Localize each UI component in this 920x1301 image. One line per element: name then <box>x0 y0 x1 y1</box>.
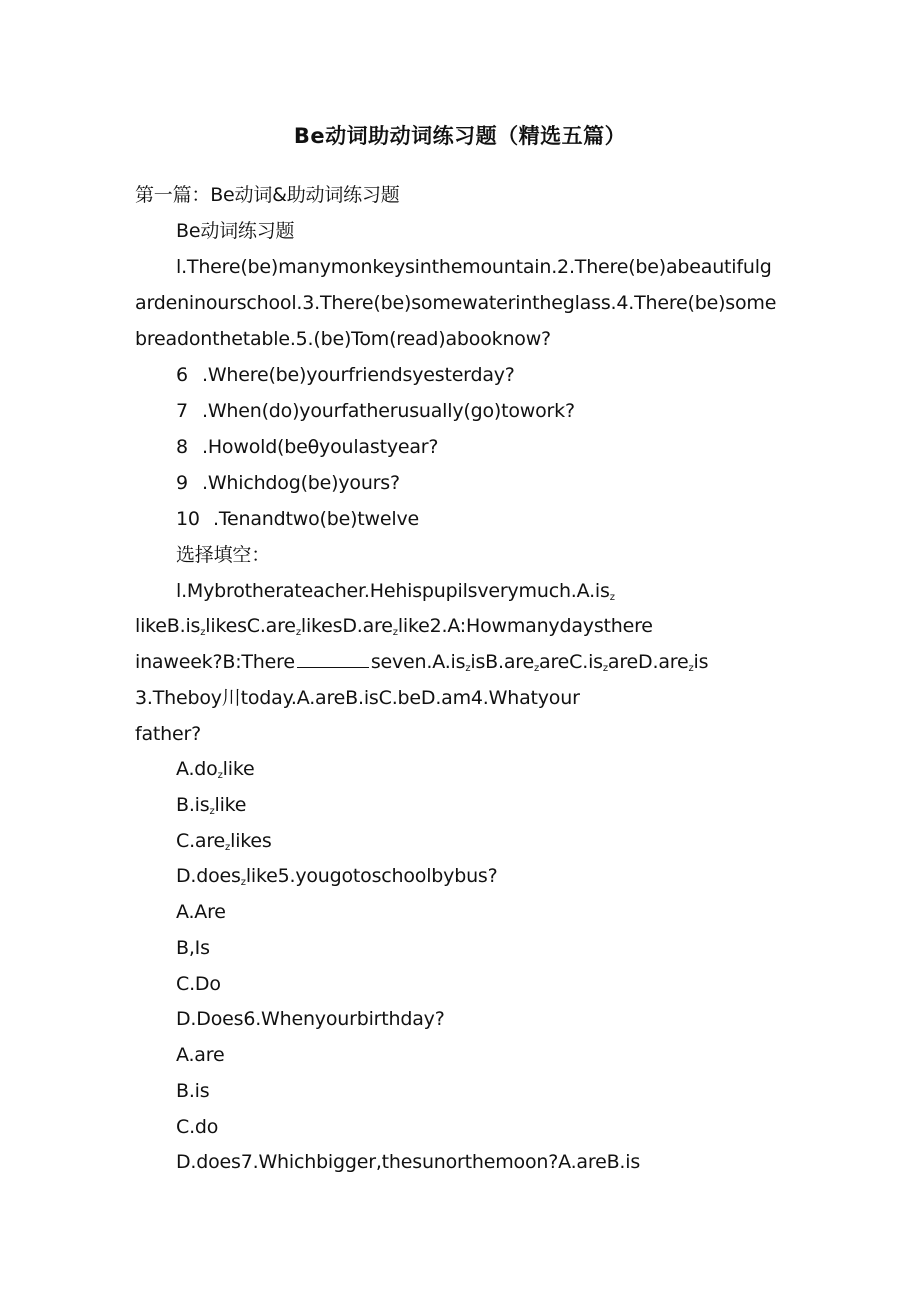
option-item: A.Are <box>176 901 226 923</box>
paragraph-line: ardeninourschool.3.There(be)somewaterintheglass.4.There(be)some <box>135 292 777 314</box>
item-text: .Tenandtwo(be)twelve <box>213 508 419 530</box>
option-item: C.do <box>176 1116 219 1138</box>
section-heading: 选择填空： <box>176 544 271 566</box>
answer-blank[interactable] <box>297 651 369 668</box>
item-number: 8 <box>176 436 188 458</box>
item-number: 7 <box>176 400 188 422</box>
option-item: C.are$_z$likes <box>176 830 272 853</box>
paragraph-line: breadonthetable.5.(be)Tom(read)abooknow? <box>135 328 551 350</box>
item-text: .Where(be)yourfriendsyesterday? <box>202 364 515 386</box>
paragraph-line: $likeB.is_zlikesC.are_zlikesD.are_zlike2.A:Howmanydaysthere$ <box>135 615 653 638</box>
option-item: $A.do_zlike$ <box>176 758 255 781</box>
list-item <box>176 471 400 495</box>
option-item: $B.is_zlike$ <box>176 794 247 817</box>
paragraph-line: l.There(be)manymonkeysinthemountain.2.There(be)abeautifulg <box>176 256 772 278</box>
item-text: .When(do)yourfatherusually(go)towork? <box>202 400 575 422</box>
list-item <box>176 435 438 459</box>
option-item: C.Do <box>176 973 221 995</box>
item-number: 6 <box>176 364 188 386</box>
list-item <box>176 363 515 387</box>
option-item: D.does$_z$like5.yougotoschoolbybus? <box>176 865 498 888</box>
option-item: D.Does6.Whenyourbirthday? <box>176 1008 445 1030</box>
option-item: B.is <box>176 1080 210 1102</box>
page-title: Be动词助动词练习题（精选五篇） <box>293 124 627 148</box>
subheading: Be动词练习题 <box>176 220 295 242</box>
item-number: 10 <box>176 508 200 530</box>
item-number: 9 <box>176 472 188 494</box>
paragraph-line: $l.Mybrotherateacher.Hehispupilsverymuch.A.is_z$ <box>176 580 615 603</box>
option-item: B,Is <box>176 937 210 959</box>
section-heading: 第一篇：Be动词&助动词练习题 <box>135 184 400 206</box>
paragraph-line: inaweek?B:There $seven.A.is_zisB.are_zareC.is_zareD.are_zis$ <box>135 651 709 674</box>
list-item <box>176 507 419 531</box>
item-text: .Whichdog(be)yours? <box>202 472 400 494</box>
paragraph-line: father? <box>135 723 202 745</box>
paragraph-line: 3.Theboy川today.A.areB.isC.beD.am4.Whatyour <box>135 687 580 709</box>
option-item: A.are <box>176 1044 225 1066</box>
option-item: D.does7.Whichbigger,thesunorthemoon?A.areB.is <box>176 1151 641 1173</box>
item-text: .Howold(beθyoulastyear? <box>202 436 439 458</box>
list-item <box>176 399 575 423</box>
